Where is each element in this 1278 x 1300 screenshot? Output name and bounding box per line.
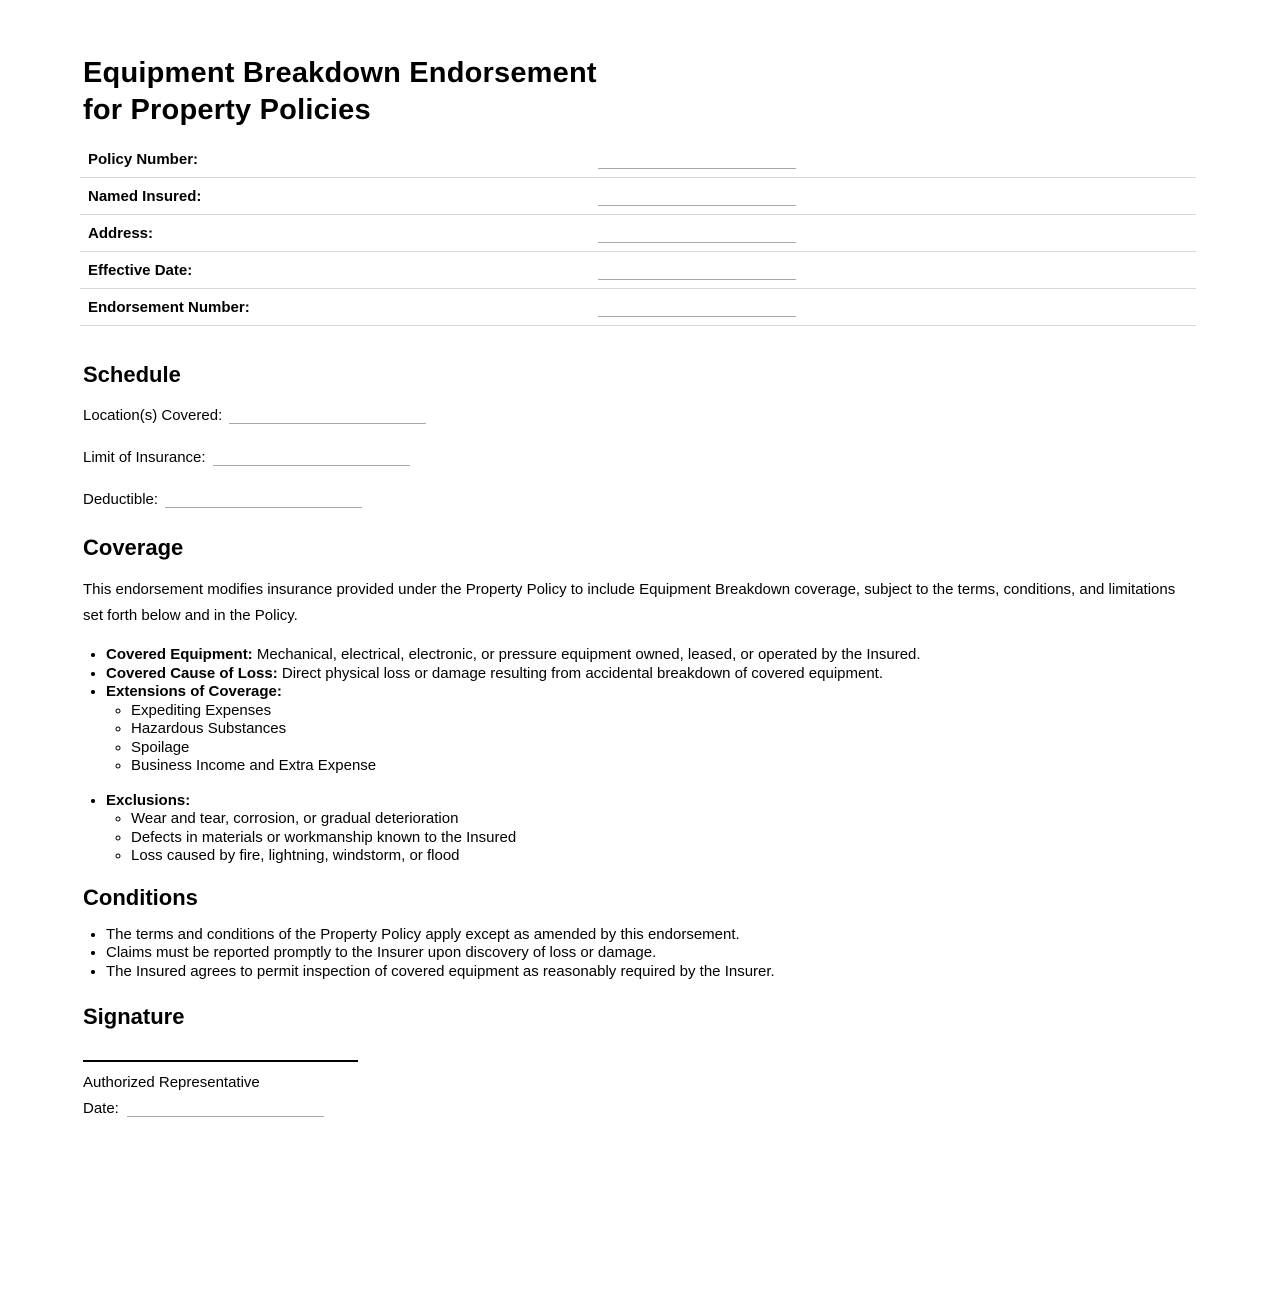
named-insured-label: Named Insured: (88, 187, 202, 205)
endorsement-number-blank (598, 316, 796, 317)
list-item: • Claims must be reported promptly to the Insurer upon discovery of loss or damage. (106, 944, 1278, 963)
list-item: • The terms and conditions of the Property Policy apply except as amended by this endorsement. (106, 926, 1278, 945)
list-item-bold-term: Extensions of Coverage: (106, 683, 282, 700)
sub-list (106, 810, 1278, 866)
signature-line (83, 1060, 358, 1062)
schedule-row-deductible (83, 487, 1278, 513)
list-item-bold-term: Covered Cause of Loss: (106, 664, 278, 682)
policy-fields-table (80, 141, 1196, 326)
limit-of-insurance-blank (213, 465, 410, 466)
list-item (106, 792, 1278, 866)
limit-of-insurance-label: Limit of Insurance: (83, 449, 206, 466)
locations-covered-label: Location(s) Covered: (83, 407, 223, 424)
locations-covered-blank (229, 423, 426, 424)
deductible-blank (165, 507, 362, 508)
exclusions-bullet-list (83, 792, 1278, 866)
effective-date-blank (598, 279, 796, 280)
schedule-heading: Schedule (83, 362, 181, 387)
sub-list-item: ◦ Spoilage (131, 739, 1278, 758)
sub-list-item: ◦ Expediting Expenses (131, 702, 1278, 721)
coverage-bullet-list (83, 646, 1278, 776)
document-title-line2: for Property Policies (83, 94, 371, 126)
field-row-effective-date (80, 252, 1196, 289)
conditions-heading: Conditions (83, 884, 198, 910)
schedule-row-locations (83, 403, 1278, 429)
address-label: Address: (88, 224, 154, 242)
list-item: • The Insured agrees to permit inspection of covered equipment as reasonably required by the Insurer. (106, 963, 1278, 982)
sub-list-item: ◦ Loss caused by fire, lightning, windstorm, or flood (131, 847, 1278, 866)
date-blank (127, 1116, 324, 1117)
schedule-row-limit (83, 445, 1278, 471)
list-item-bold-term: Covered Equipment: (106, 646, 253, 663)
list-item: • Covered Cause of Loss: Direct physical loss or damage resulting from accidental breakdown of covered equipment. (106, 665, 1278, 684)
sub-list-item: ◦ Defects in materials or workmanship known to the Insured (131, 829, 1278, 848)
list-item (106, 683, 1278, 776)
deductible-label: Deductible: (83, 491, 159, 508)
field-row-endorsement-number (80, 289, 1196, 326)
effective-date-label: Effective Date: (88, 261, 193, 279)
sub-list-item: ◦ Hazardous Substances (131, 720, 1278, 739)
policy-number-blank (598, 168, 796, 169)
list-item: • Covered Equipment: Mechanical, electrical, electronic, or pressure equipment owned, leased, or operated by the Insured. (106, 646, 1278, 665)
named-insured-blank (598, 205, 796, 206)
date-label: Date: (83, 1100, 119, 1117)
authorized-representative-label: Authorized Representative (83, 1074, 260, 1091)
coverage-heading: Coverage (83, 535, 184, 560)
policy-number-label: Policy Number: (88, 150, 199, 168)
sub-list (106, 702, 1278, 776)
sub-list-item: ◦ Business Income and Extra Expense (131, 757, 1278, 776)
signature-date-row (83, 1096, 1278, 1122)
endorsement-number-label: Endorsement Number: (88, 298, 250, 316)
address-blank (598, 242, 796, 243)
list-item-bold-term: Exclusions: (106, 791, 191, 809)
coverage-intro-paragraph: This endorsement modifies insurance provided under the Property Policy to include Equipment Breakdown coverage, subject to the terms, conditions, and limitations set forth below and in the Policy. (83, 581, 1176, 624)
document-title (83, 55, 1278, 129)
field-row-address (80, 215, 1196, 252)
sub-list-item: ◦ Wear and tear, corrosion, or gradual deterioration (131, 810, 1278, 829)
document-title-line1: Equipment Breakdown Endorsement (83, 57, 597, 89)
field-row-policy-number (80, 141, 1196, 178)
conditions-bullet-list (83, 926, 1278, 982)
field-row-named-insured (80, 178, 1196, 215)
signature-heading: Signature (83, 1004, 185, 1029)
